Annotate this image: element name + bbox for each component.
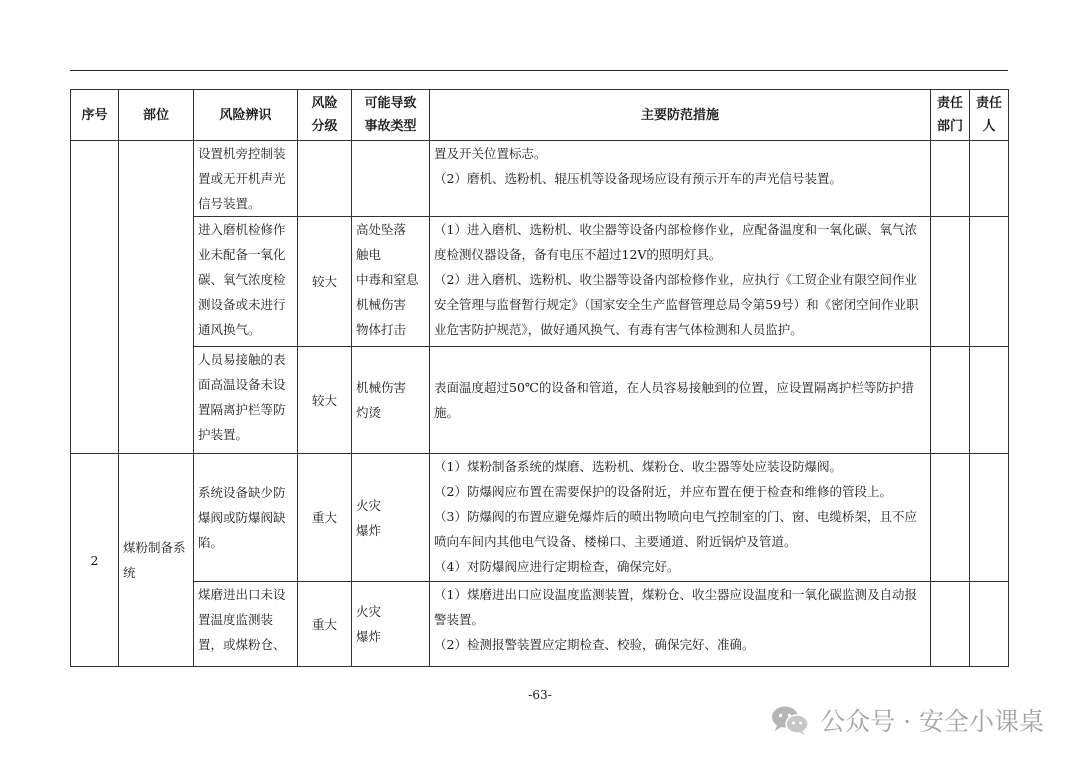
measure-item: （3）防爆阀的布置应避免爆炸后的喷出物喷向电气控制室的门、窗、电缆桥架，且不应喷向车间内其他电气设备、楼梯口、主要通道、附近锅炉及管道。 <box>434 509 917 549</box>
table-row <box>71 141 1009 217</box>
level-cell: 较大 <box>298 347 352 454</box>
measure-item: （4）对防爆阀应进行定期检查，确保完好。 <box>434 559 680 574</box>
table-row <box>71 347 1009 454</box>
col-header-seq: 序号 <box>71 90 119 141</box>
location-cell: 煤粉制备系统 <box>119 454 194 667</box>
person-cell <box>970 217 1009 347</box>
col-header-dept: 责任 部门 <box>931 90 970 141</box>
accident-cell: 机械伤害 灼烫 <box>352 347 430 454</box>
risk-cell: 设置机旁控制装置或无开机声光信号装置。 <box>194 141 298 217</box>
location-cell <box>119 141 194 454</box>
risk-cell: 进入磨机检修作业未配备一氧化碳、氧气浓度检测设备或未进行通风换气。 <box>194 217 298 347</box>
dept-cell <box>931 347 970 454</box>
wechat-icon <box>770 704 810 736</box>
measure-item: （1）煤磨进出口应设温度监测装置，煤粉仓、收尘器应设温度和一氧化碳监测及自动报警装置。 <box>434 587 917 627</box>
col-header-accident: 可能导致 事故类型 <box>352 90 430 141</box>
col-header-person: 责任 人 <box>970 90 1009 141</box>
person-cell <box>970 454 1009 582</box>
risk-table <box>70 89 1009 667</box>
level-cell <box>298 141 352 217</box>
accident-cell: 火灾 爆炸 <box>352 454 430 582</box>
measures-cell <box>430 454 931 582</box>
level-cell: 较大 <box>298 217 352 347</box>
risk-cell: 系统设备缺少防爆阀或防爆阀缺陷。 <box>194 454 298 582</box>
watermark-text: 公众号 · 安全小课桌 <box>820 707 1044 736</box>
measure-item: （2）检测报警装置应定期检查、校验，确保完好、准确。 <box>434 637 755 652</box>
person-cell <box>970 347 1009 454</box>
col-header-level: 风险 分级 <box>298 90 352 141</box>
table-row <box>71 217 1009 347</box>
seq-cell: 2 <box>71 454 119 667</box>
level-cell: 重大 <box>298 454 352 582</box>
person-cell <box>970 582 1009 667</box>
measure-item: （1）进入磨机、选粉机、收尘器等设备内部检修作业，应配备温度和一氧化碳、氧气浓度检测仪器设备，备有电压不超过12V的照明灯具。 <box>434 222 917 262</box>
page-number: -63- <box>528 688 552 702</box>
col-header-location: 部位 <box>119 90 194 141</box>
measures-cell <box>430 347 931 454</box>
table-header-row <box>71 90 1009 141</box>
header-rule <box>70 70 1008 71</box>
dept-cell <box>931 454 970 582</box>
measure-item: （2）进入磨机、选粉机、收尘器等设备内部检修作业，应执行《工贸企业有限空间作业安全管理与监督暂行规定》（国家安全生产监督管理总局令第59号）和《密闭空间作业职业危害防护规范》，做好通风换气、有毒有害气体检测和人员监护。 <box>434 272 919 337</box>
table-row <box>71 582 1009 667</box>
measures-cell <box>430 217 931 347</box>
risk-cell: 人员易接触的表面高温设备未设置隔离护栏等防护装置。 <box>194 347 298 454</box>
seq-cell <box>71 141 119 454</box>
measure-item: （2）防爆阀应布置在需要保护的设备附近，并应布置在便于检查和维修的管段上。 <box>434 484 892 499</box>
measures-cell <box>430 582 931 667</box>
accident-cell: 高处坠落 触电 中毒和窒息 机械伤害 物体打击 <box>352 217 430 347</box>
measures-cell <box>430 141 931 217</box>
risk-cell: 煤磨进出口未设置温度监测装置，或煤粉仓、 <box>194 582 298 667</box>
dept-cell <box>931 141 970 217</box>
measure-item: 置及开关位置标志。 <box>434 146 547 161</box>
person-cell <box>970 141 1009 217</box>
accident-cell: 火灾 爆炸 <box>352 582 430 667</box>
accident-cell <box>352 141 430 217</box>
col-header-measures: 主要防范措施 <box>430 90 931 141</box>
measure-item: 表面温度超过50℃的设备和管道，在人员容易接触到的位置，应设置隔离护栏等防护措施。 <box>434 380 914 420</box>
col-header-risk: 风险辨识 <box>194 90 298 141</box>
watermark <box>770 700 1044 740</box>
dept-cell <box>931 582 970 667</box>
measure-item: （1）煤粉制备系统的煤磨、选粉机、煤粉仓、收尘器等处应装设防爆阀。 <box>434 459 842 474</box>
level-cell: 重大 <box>298 582 352 667</box>
measure-item: （2）磨机、选粉机、辊压机等设备现场应设有预示开车的声光信号装置。 <box>434 171 842 186</box>
dept-cell <box>931 217 970 347</box>
table-row <box>71 454 1009 582</box>
